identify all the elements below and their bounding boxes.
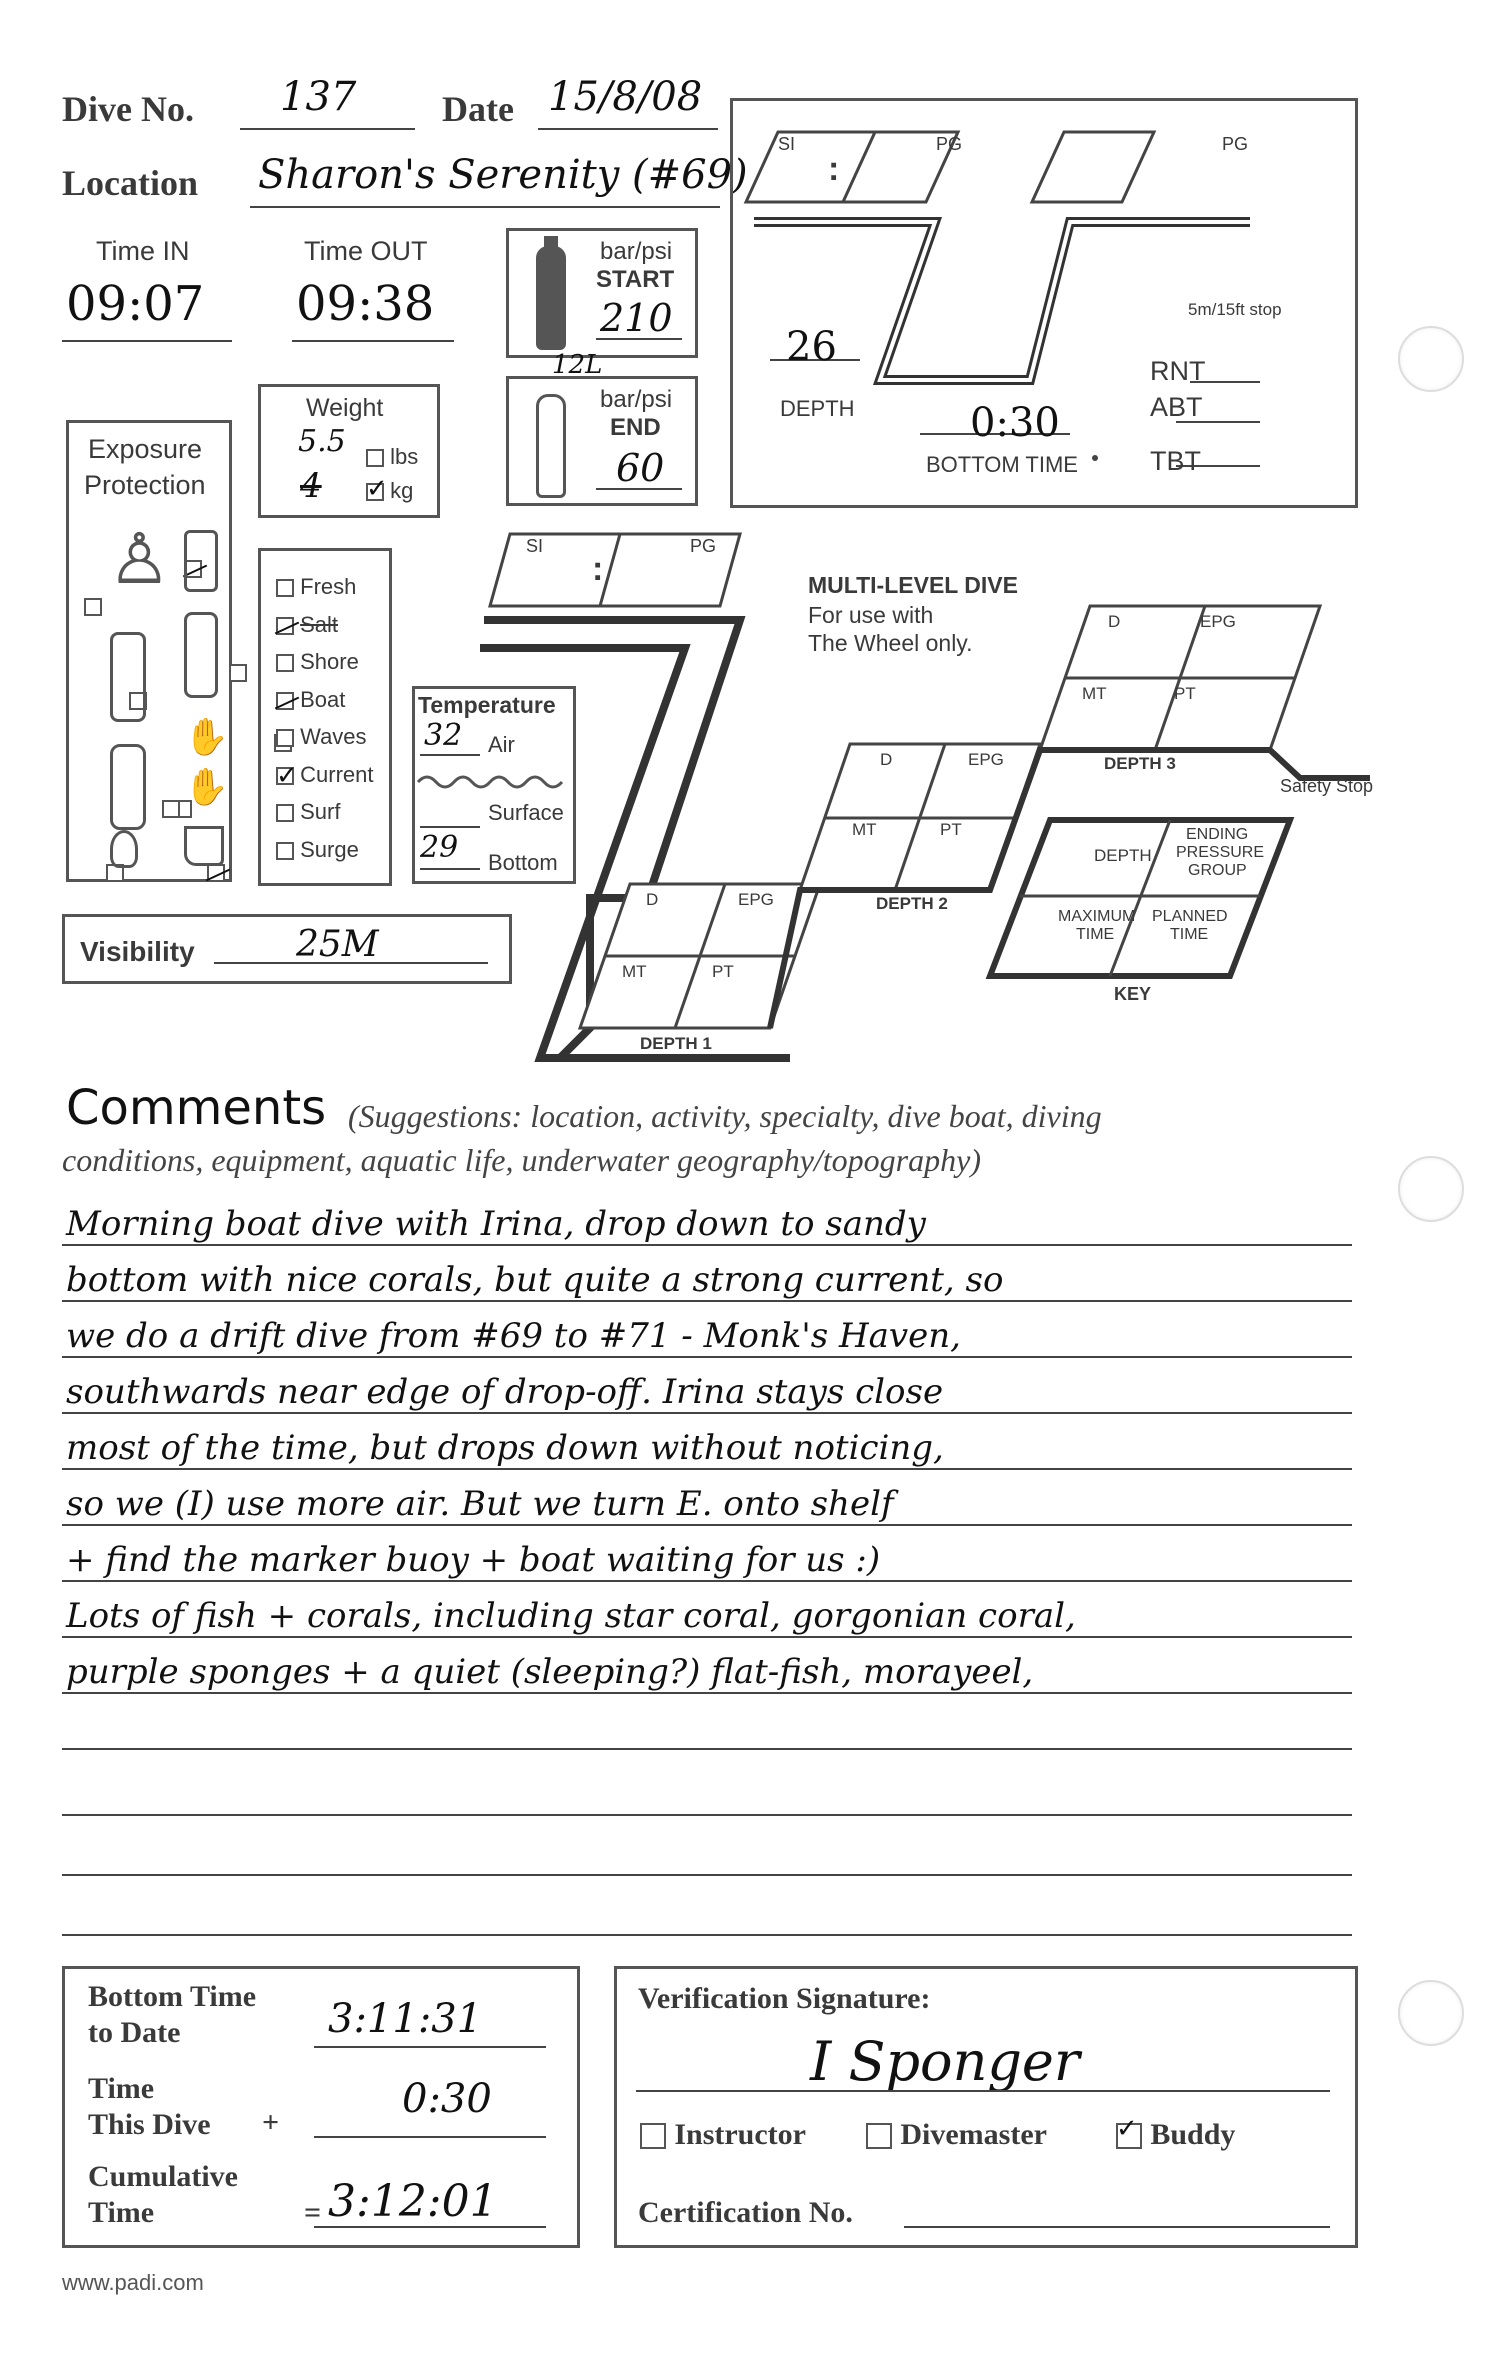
time-in-line: [62, 340, 232, 342]
d3-mt-label: MT: [1082, 684, 1107, 703]
equals-sign: =: [304, 2196, 322, 2229]
conditions-list: [276, 568, 373, 868]
condition-salt[interactable]: [276, 606, 373, 644]
cert-label: Certification No.: [638, 2196, 853, 2229]
d1-label: DEPTH 1: [640, 1034, 712, 1053]
surface-temp-label: Surface: [488, 800, 564, 825]
current-label: Current: [300, 761, 374, 787]
comment-rule-8: [62, 1636, 1352, 1638]
profile-pg2-label: PG: [1222, 134, 1249, 154]
comment-line-7[interactable]: + find the marker buoy + boat waiting for us :): [66, 1540, 881, 1580]
btd-label-2: to Date: [88, 2016, 181, 2049]
ml-title: MULTI-LEVEL DIVE: [808, 572, 1018, 598]
punch-hole-3: [1398, 1980, 1464, 2046]
weight-value[interactable]: 5.5: [298, 424, 346, 459]
weight-struck-value: 4: [300, 466, 322, 506]
depth-value[interactable]: 26: [786, 324, 837, 370]
cum-value[interactable]: 3:12:01: [328, 2176, 498, 2227]
ttd-line: [314, 2136, 546, 2138]
comment-rule-3: [62, 1356, 1352, 1358]
comment-line-6[interactable]: so we (I) use more air. But we turn E. onto shelf: [66, 1484, 894, 1524]
visibility-value[interactable]: 25M: [296, 924, 379, 965]
btd-value[interactable]: 3:11:31: [328, 1996, 483, 2042]
shore-checkbox[interactable]: [276, 654, 294, 672]
boots-checkbox[interactable]: [207, 864, 225, 882]
key-mt-2: TIME: [1076, 926, 1115, 943]
end-pressure-value[interactable]: 60: [616, 446, 665, 490]
time-out-label: Time OUT: [304, 236, 428, 266]
lbs-option[interactable]: [366, 444, 418, 470]
comment-line-1[interactable]: Morning boat dive with Irina, drop down to sandy: [66, 1204, 926, 1244]
d2-pt-label: PT: [940, 820, 962, 839]
comment-rule-11: [62, 1814, 1352, 1816]
mitts-icon: ✋: [184, 766, 229, 807]
date-field-line: [538, 128, 718, 130]
shorty-icon: [184, 530, 218, 592]
key-depth-label: DEPTH: [1094, 846, 1152, 865]
dive-no-label: Dive No.: [62, 89, 194, 129]
fresh-checkbox[interactable]: [276, 579, 294, 597]
boots-icon: [184, 826, 224, 866]
d1-mt-label: MT: [622, 962, 647, 981]
comment-line-8[interactable]: Lots of fish + corals, including star coral, gorgonian coral,: [66, 1596, 1076, 1636]
punch-hole-2: [1398, 1156, 1464, 1222]
ttd-label-1: Time: [88, 2072, 155, 2105]
date-value[interactable]: 15/8/08: [548, 74, 703, 120]
d2-d-label: D: [880, 750, 893, 769]
d3-pt-label: PT: [1174, 684, 1196, 703]
end-unit-label: bar/psi: [600, 386, 673, 413]
ttd-value[interactable]: 0:30: [402, 2076, 492, 2122]
temperature-title: Temperature: [418, 692, 556, 718]
instructor-option[interactable]: [640, 2118, 806, 2152]
key-pt-1: PLANNED: [1152, 908, 1228, 925]
comment-rule-6: [62, 1524, 1352, 1526]
comment-rule-1: [62, 1244, 1352, 1246]
d2-mt-label: MT: [852, 820, 877, 839]
surge-label: Surge: [300, 836, 359, 862]
location-value[interactable]: Sharon's Serenity (#69): [258, 152, 748, 198]
cum-line: [314, 2226, 546, 2228]
lbs-checkbox[interactable]: [366, 449, 384, 467]
hooded-suit-icon: [110, 744, 146, 830]
start-unit-label: bar/psi: [600, 238, 673, 265]
comment-rule-12: [62, 1874, 1352, 1876]
swimsuit-checkbox[interactable]: [84, 598, 102, 616]
exposure-grid: [84, 520, 229, 870]
boat-label: Boat: [300, 686, 346, 712]
air-temp-label: Air: [488, 732, 515, 757]
bottom-temp-label: Bottom: [488, 850, 558, 875]
weight-label: Weight: [306, 394, 384, 422]
location-label: Location: [62, 163, 199, 203]
buddy-label: Buddy: [1150, 2118, 1236, 2151]
waves-label: Waves: [300, 724, 367, 749]
comment-rule-9: [62, 1692, 1352, 1694]
comment-line-4[interactable]: southwards near edge of drop-off. Irina stays close: [66, 1372, 944, 1412]
depth-label: DEPTH: [780, 396, 855, 421]
ml-si-colon: :: [592, 550, 604, 588]
salt-label: Salt: [300, 611, 339, 637]
start-label: START: [596, 266, 675, 293]
key-label: KEY: [1114, 984, 1152, 1004]
ml-si-label: SI: [526, 536, 544, 556]
start-pressure-value[interactable]: 210: [600, 296, 673, 340]
bottom-time-label: BOTTOM TIME: [926, 452, 1078, 477]
key-pt-2: TIME: [1170, 926, 1209, 943]
plus-sign: +: [262, 2106, 280, 2139]
d2-epg-label: EPG: [968, 750, 1004, 769]
d3-epg-label: EPG: [1200, 612, 1236, 631]
ml-subtitle-1: For use with: [808, 602, 934, 628]
safety-stop-label: 5m/15ft stop: [1188, 300, 1282, 319]
current-checkbox[interactable]: [276, 767, 294, 785]
d3-d-label: D: [1108, 612, 1121, 631]
divemaster-label: Divemaster: [900, 2118, 1047, 2151]
condition-boat[interactable]: [276, 681, 373, 719]
comment-rule-4: [62, 1412, 1352, 1414]
comments-title: Comments: [66, 1080, 327, 1136]
mitts-checkbox[interactable]: [162, 800, 180, 818]
dive-no-field-line: [240, 128, 415, 130]
salt-checkbox[interactable]: [276, 617, 294, 635]
ttd-label-2: This Dive: [88, 2108, 211, 2141]
d2-label: DEPTH 2: [876, 894, 948, 913]
comment-line-9[interactable]: purple sponges + a quiet (sleeping?) flat-fish, morayeel,: [66, 1652, 1034, 1692]
time-in-value[interactable]: 09:07: [66, 276, 205, 332]
waves-checkbox[interactable]: [276, 729, 294, 747]
cum-label-2: Time: [88, 2196, 155, 2229]
kg-label: kg: [390, 478, 414, 503]
bottom-time-value[interactable]: 0:30: [970, 400, 1060, 446]
exposure-title-2: Protection: [84, 470, 206, 500]
profile-si-colon: :: [828, 150, 840, 188]
ml-subtitle-2: The Wheel only.: [808, 630, 973, 656]
location-field-line: [250, 206, 720, 208]
d1-d-label: D: [646, 890, 659, 909]
comment-line-2[interactable]: bottom with nice corals, but quite a strong current, so: [66, 1260, 1004, 1300]
kg-option[interactable]: [366, 478, 413, 504]
condition-fresh[interactable]: [276, 568, 373, 606]
punch-hole-1: [1398, 326, 1464, 392]
buddy-option[interactable]: [1116, 2118, 1235, 2152]
cum-label-1: Cumulative: [88, 2160, 238, 2193]
profile-pg-label: PG: [936, 134, 963, 154]
end-label: END: [610, 414, 661, 441]
d1-pt-label: PT: [712, 962, 734, 981]
d1-epg-label: EPG: [738, 890, 774, 909]
comment-line-5[interactable]: most of the time, but drops down without noticing,: [66, 1428, 944, 1468]
comment-rule-7: [62, 1580, 1352, 1582]
drysuit-icon: [184, 612, 218, 698]
key-epg-1: ENDING: [1186, 826, 1249, 843]
ml-pg-label: PG: [690, 536, 717, 556]
tank-size-note: 12L: [552, 350, 603, 380]
dive-no-value[interactable]: 137: [280, 74, 357, 120]
comments-hint-2: conditions, equipment, aquatic life, underwater geography/topography): [62, 1142, 981, 1178]
tbt-label: TBT: [1150, 446, 1201, 476]
cert-line: [904, 2226, 1330, 2228]
time-in-label: Time IN: [96, 236, 190, 266]
visibility-label: Visibility: [80, 936, 195, 967]
signature-value[interactable]: I Sponger: [810, 2030, 1080, 2093]
condition-shore[interactable]: [276, 643, 373, 681]
condition-surf[interactable]: [276, 793, 373, 831]
tank-full-icon: [536, 246, 566, 350]
boat-checkbox[interactable]: [276, 692, 294, 710]
key-epg-3: GROUP: [1188, 862, 1247, 879]
surge-checkbox[interactable]: [276, 842, 294, 860]
signature-line: [636, 2090, 1330, 2092]
btd-label-1: Bottom Time: [88, 1980, 257, 2013]
hood-icon: [110, 830, 138, 868]
air-temp-value[interactable]: 32: [424, 718, 463, 753]
abt-label: ABT: [1150, 392, 1203, 422]
btd-line: [314, 2046, 546, 2048]
divemaster-checkbox[interactable]: [866, 2123, 892, 2149]
lbs-label: lbs: [390, 444, 419, 469]
comments-hint-1: (Suggestions: location, activity, specialty, dive boat, diving: [348, 1098, 1102, 1134]
verification-label: Verification Signature:: [638, 1982, 931, 2015]
date-label: Date: [442, 89, 514, 129]
comment-rule-2: [62, 1300, 1352, 1302]
tank-empty-icon: [536, 394, 566, 498]
ml-safety-stop-label: Safety Stop: [1280, 776, 1374, 796]
comment-rule-13: [62, 1934, 1352, 1936]
surf-label: Surf: [300, 799, 341, 824]
comment-rule-10: [62, 1748, 1352, 1750]
comment-line-3[interactable]: we do a drift dive from #69 to #71 - Monk's Haven,: [66, 1316, 961, 1356]
buddy-checkbox[interactable]: [1116, 2123, 1142, 2149]
key-epg-2: PRESSURE: [1176, 844, 1265, 861]
condition-current[interactable]: [276, 756, 373, 794]
condition-surge[interactable]: [276, 831, 373, 869]
profile-si-label: SI: [778, 134, 796, 154]
kg-checkbox[interactable]: [366, 483, 384, 501]
instructor-checkbox[interactable]: [640, 2123, 666, 2149]
bottom-temp-value[interactable]: 29: [420, 830, 459, 865]
time-out-line: [292, 340, 454, 342]
condition-waves[interactable]: [276, 718, 373, 756]
fresh-label: Fresh: [300, 574, 357, 599]
rnt-label: RNT: [1150, 356, 1206, 386]
drysuit-checkbox[interactable]: [229, 664, 247, 682]
fullsuit-icon: [110, 632, 146, 722]
tank-full-valve: [544, 236, 558, 250]
gloves-icon: ✋: [184, 716, 229, 757]
instructor-label: Instructor: [674, 2118, 806, 2151]
footer-url[interactable]: www.padi.com: [62, 2270, 204, 2295]
d3-label: DEPTH 3: [1104, 754, 1176, 773]
time-out-value[interactable]: 09:38: [296, 276, 435, 332]
end-pressure-line: [596, 488, 682, 490]
start-pressure-line: [596, 338, 682, 340]
comment-rule-5: [62, 1468, 1352, 1470]
divemaster-option[interactable]: [866, 2118, 1047, 2152]
shore-label: Shore: [300, 649, 359, 674]
key-mt-1: MAXIMUM: [1058, 908, 1136, 925]
surf-checkbox[interactable]: [276, 804, 294, 822]
exposure-title-1: Exposure: [88, 434, 203, 464]
swimsuit-icon: ♙: [108, 520, 171, 598]
